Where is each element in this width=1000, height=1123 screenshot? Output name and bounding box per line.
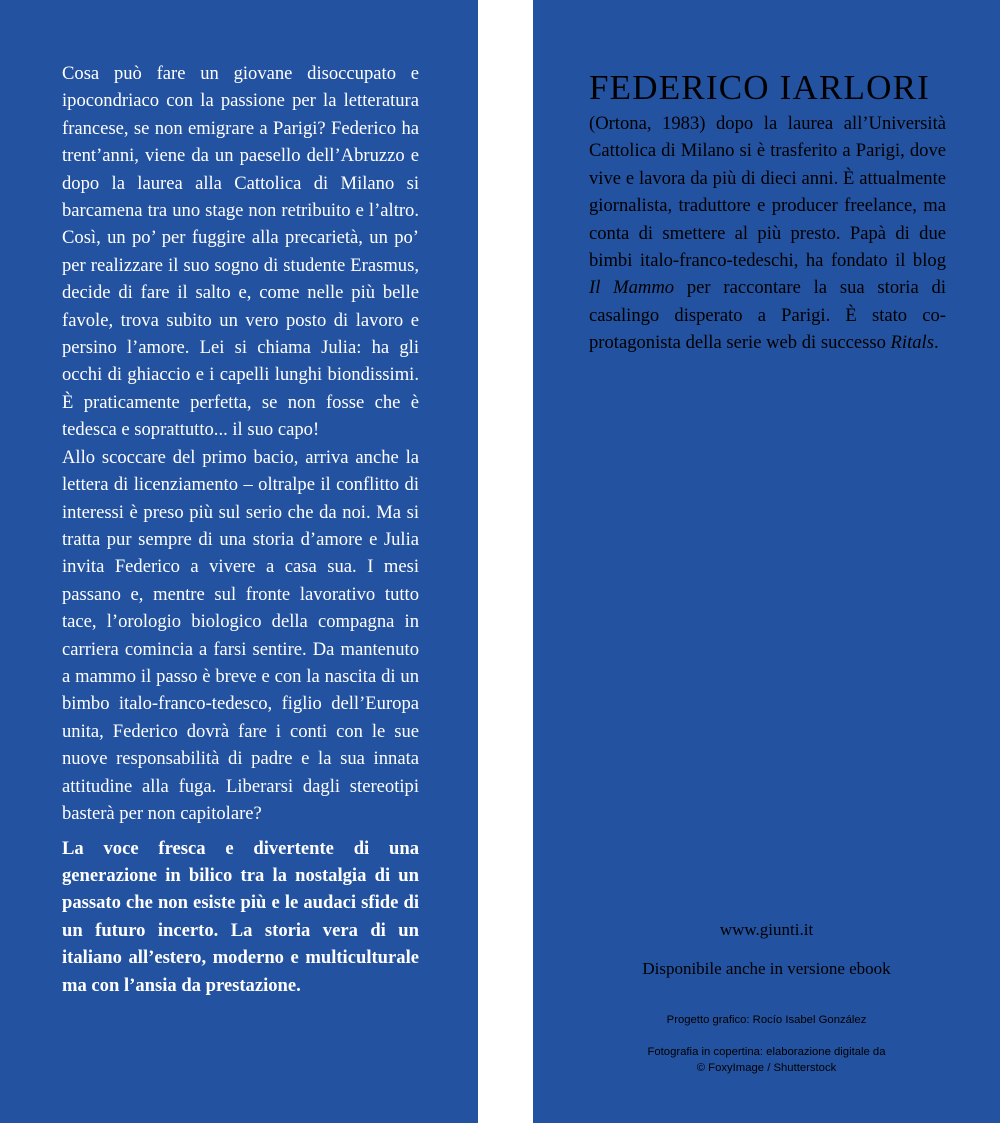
synopsis-paragraph-2: Allo scoccare del primo bacio, arriva anche la lettera di licenziamento – oltralpe il conflitto di interessi è preso più sul serio che da noi. Ma si tratta pur sempre di una storia d’amore e Julia invita Federico a vivere a casa sua. I mesi passano e, mentre sul fronte lavorativo tutto tace, l’orologio biologico della compagna in carriera comincia a farsi sentire. Da mantenuto a mammo il passo è breve e con la nascita di un bimbo italo-franco-tedesco, figlio dell’Europa unita, Federico dovrà fare i conti con le sue nuove responsabilità di padre e la sua innata attitudine alla fuga. Liberarsi dagli stereotipi basterà per non capitolare?: [62, 446, 419, 824]
photo-credit-line-1: Fotografia in copertina: elaborazione digitale da: [647, 1046, 886, 1058]
author-bio: [589, 110, 946, 357]
blog-title: Il Mammo: [589, 277, 675, 299]
synopsis-paragraph-1: Cosa può fare un giovane disoccupato e ipocondriaco con la passione per la letteratura francese, se non emigrare a Parigi? Federico ha trent’anni, viene da un paesello dell’Abruzzo e dopo la laurea alla Cattolica di Milano si barcamena tra uno stage non retribuito e l’altro. Così, un po’ per fuggire alla precarietà, un po’ per realizzare il suo sogno di studente Erasmus, decide di fare il salto e, come nelle più belle favole, trova subito un vero posto di lavoro e persino l’amore. Lei si chiama Julia: ha gli occhi di ghiaccio e i capelli lunghi biondissimi. È praticamente perfetta, se non fosse che è tedesca e soprattutto... il suo capo!: [62, 63, 419, 441]
ebook-note: Disponibile anche in versione ebook: [642, 959, 891, 978]
bio-middle: per raccontare la sua storia di casalingo disperato a Parigi. È stato co-protagonista della serie web di successo: [589, 277, 946, 354]
publisher-website: www.giunti.it: [719, 920, 814, 939]
bio-intro: (Ortona, 1983) dopo la laurea all’Università Cattolica di Milano si è trasferito a Parigi, dove vive e lavora da più di dieci anni. È attualmente giornalista, traduttore e producer freelance, ma conta di smettere al più presto. Papà di due bimbi italo-franco-tedeschi, ha fondato il blog: [589, 113, 946, 272]
front-flap: [0, 0, 478, 1123]
author-name: FEDERICO IARLORI: [589, 68, 931, 107]
synopsis: [62, 60, 419, 827]
photo-credit-line-2: © FoxyImage / Shutterstock: [696, 1062, 837, 1074]
tagline: La voce fresca e divertente di una generazione in bilico tra la nostalgia di un passato che non esiste più e le audaci sfide di un futuro incerto. La storia vera di un italiano all’estero, moderno e multiculturale ma con l’ansia da prestazione.: [62, 837, 419, 996]
series-title: Ritals: [890, 332, 934, 354]
design-credit: Progetto grafico: Rocío Isabel González: [666, 1014, 867, 1026]
bio-end: .: [933, 332, 939, 354]
photo-credit: [533, 1044, 1000, 1076]
